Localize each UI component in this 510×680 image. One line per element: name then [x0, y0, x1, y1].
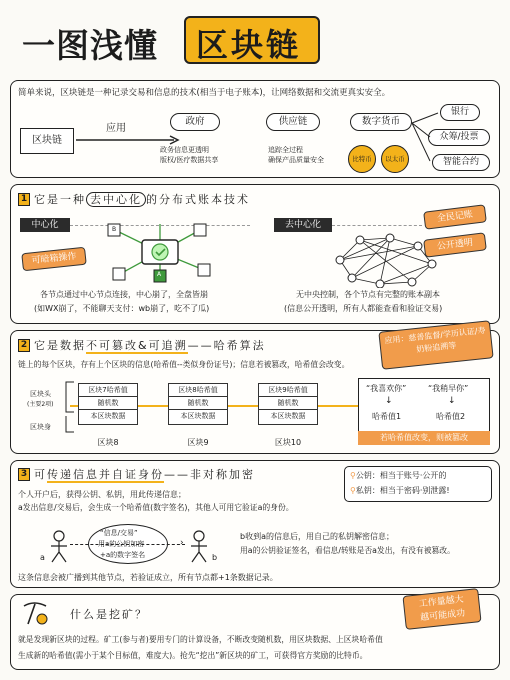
intro-connectors	[410, 105, 440, 175]
ether-coin: 以太币	[381, 145, 409, 173]
bubble-line-2: 用a的公钥加密	[98, 540, 145, 548]
currency-pill: 数字货币	[350, 113, 412, 131]
hash-value-2: 哈希值2	[436, 412, 466, 421]
bitcoin-coin: 比特币	[348, 145, 376, 173]
block-9	[168, 383, 228, 425]
sec3-title-a: 可	[34, 468, 47, 481]
central-node-a: A	[157, 271, 162, 278]
person-b-label: b	[212, 553, 218, 562]
sec3-line-1: 个人开户后，获得公钥、私钥，用此传递信息；	[18, 490, 186, 499]
public-key-text	[350, 471, 446, 481]
block-9-data: 本区块数据	[180, 412, 216, 420]
sec2-number: 2	[18, 339, 30, 352]
sec2-desc: 链上的每个区块，存有上个区块的信息(哈希值--类似身份证号)；信息若被篡改，哈希值会改变。	[18, 360, 350, 369]
sec3-number: 3	[18, 468, 30, 481]
block-8-nonce: 随机数	[79, 397, 137, 410]
supply-pill: 供应链	[266, 113, 320, 131]
block-10-data: 本区块数据	[270, 412, 306, 420]
block-9-name: 区块9	[187, 438, 209, 447]
key-icon: ⚲	[350, 471, 356, 480]
apply-arrow	[74, 134, 184, 146]
mining-desc-1: 就是发现新区块的过程。矿工(参与者)要用专门的计算设备，不断改变随机数，用区块数据、上区块哈希值	[18, 635, 383, 644]
sec1-title-c: 的分布式账本技术	[146, 193, 250, 206]
block-body-label: 区块身	[30, 423, 51, 431]
sec2-title-b: 不可篡改&可追溯	[86, 339, 188, 352]
message-arrow	[70, 544, 185, 545]
pickaxe-icon	[20, 600, 50, 626]
block-10	[258, 383, 318, 425]
central-node-b: B	[112, 226, 117, 233]
sec3-bottom: 这条信息会被广播到其他节点，若验证成立，所有节点都+1条数据记录。	[18, 573, 278, 582]
crowdfund-pill: 众筹/投票	[428, 129, 490, 146]
block-8-data: 本区块数据	[90, 412, 126, 420]
hash-value-1: 哈希值1	[372, 412, 402, 421]
private-key-label: 私钥：相当于密码·别泄露!	[355, 486, 450, 495]
supply-desc-2: 确保产品质量安全	[268, 156, 324, 164]
title-highlight-text: 区块链	[196, 26, 302, 64]
person-a-figure	[48, 530, 70, 564]
block-8-hash: 区块7哈希值	[79, 384, 137, 397]
block-10-name: 区块10	[274, 438, 302, 447]
public-ledger-tag: 全民记账	[423, 204, 487, 229]
hash-quote-2: “我稍早你”	[428, 384, 469, 393]
central-label: 中心化	[20, 218, 70, 232]
block-9-hash: 区块8哈希值	[169, 384, 227, 397]
key-icon: ⚲	[350, 486, 356, 495]
transparent-tag: 公开透明	[423, 232, 487, 257]
sec1-title-a: 它是一种	[34, 193, 86, 206]
gov-desc-1: 政务信息更透明	[160, 146, 209, 154]
sec3-right-2: 用a的公钥验证签名，看信息/转账是否a发出，有没有被篡改。	[240, 546, 455, 555]
contract-pill: 智能合约	[432, 154, 490, 171]
sec1-number: 1	[18, 193, 30, 206]
gov-pill: 政府	[170, 113, 220, 131]
sec2-app-tag: 应用：慈善监督/学历认证/寿奶粉追溯等	[378, 320, 493, 369]
decentral-label: 去中心化	[274, 218, 332, 232]
private-key-text	[350, 486, 450, 496]
decentral-desc-2: (信息公开透明，所有人都能查看和验证交易)	[284, 304, 443, 313]
hash-arrow-1: ↓	[385, 396, 393, 406]
sec2-title-a: 它是数据	[34, 339, 86, 352]
central-desc-1: 各节点通过中心节点连接，中心崩了，全盘皆崩	[40, 290, 208, 299]
public-key-label: 公钥：相当于账号·公开的	[355, 471, 447, 480]
blackbox-tag: 可暗箱操作	[21, 247, 87, 272]
decentral-desc-1: 无中央控制，各个节点有完整的账本副本	[296, 290, 440, 299]
decentral-divider	[332, 225, 422, 226]
page-title: 一图浅懂	[22, 26, 158, 65]
apply-label: 应用	[106, 123, 126, 134]
hash-arrow-2: ↓	[448, 396, 456, 406]
mining-tag-line-2: 越可能成功	[419, 608, 466, 624]
message-arrow-head: ›	[180, 538, 184, 548]
block-8-name: 区块8	[97, 438, 119, 447]
block-head-sublabel: (主要2项)	[27, 401, 54, 408]
person-b-figure	[188, 530, 210, 564]
block-10-nonce: 随机数	[259, 397, 317, 410]
sec2-title	[34, 337, 266, 353]
block-8	[78, 383, 138, 425]
supply-desc-1: 追踪全过程	[268, 146, 303, 154]
central-desc-2: (如WX崩了，不能聊天支付：wb崩了，吃不了瓜)	[34, 304, 210, 313]
sec3-title	[34, 466, 255, 482]
intro-text: 简单来说，区块链是一种记录交易和信息的技术(相当于电子账本)，让网络数据和交流更真实安全。	[18, 88, 391, 98]
blockchain-box: 区块链	[20, 128, 74, 154]
gov-desc-2: 版权/医疗数据共享	[160, 156, 219, 164]
bubble-line-3: +a的数字签名	[100, 551, 146, 559]
bubble-line-1: “信息/交易”	[100, 529, 138, 537]
mining-desc-2: 生成新的哈希值(需小于某个目标值，难度大)。抢先“挖出”新区块的矿工，可获得官方奖励的比特币。	[18, 651, 368, 660]
sec1-title	[34, 191, 250, 207]
hash-quote-1: “我喜欢你”	[366, 384, 407, 393]
hash-note: 若哈希值改变，则被篡改	[358, 431, 490, 445]
sec3-line-2: a发出信息/交易后，会生成一个哈希值(数字签名)，其他人可用它验证a的身份。	[18, 503, 294, 512]
block-10-hash: 区块9哈希值	[259, 384, 317, 397]
sec3-right-1: b收到a的信息后，用自己的私钥解密信息；	[240, 532, 394, 541]
sec1-title-b: 去中心化	[86, 192, 146, 207]
block-9-nonce: 随机数	[169, 397, 227, 410]
person-a-label: a	[40, 553, 45, 562]
sec2-title-c: ——哈希算法	[187, 339, 266, 352]
block-brackets	[62, 380, 76, 436]
mining-tag-line-1: 工作量越大	[418, 594, 465, 610]
sec3-title-c: ——非对称加密	[164, 468, 255, 481]
sec3-title-b: 传递信息并自证身份	[47, 468, 164, 481]
block-head-label: 区块头	[30, 390, 51, 398]
sec4-title: 什么是挖矿？	[70, 608, 148, 621]
bank-pill: 银行	[440, 104, 480, 121]
